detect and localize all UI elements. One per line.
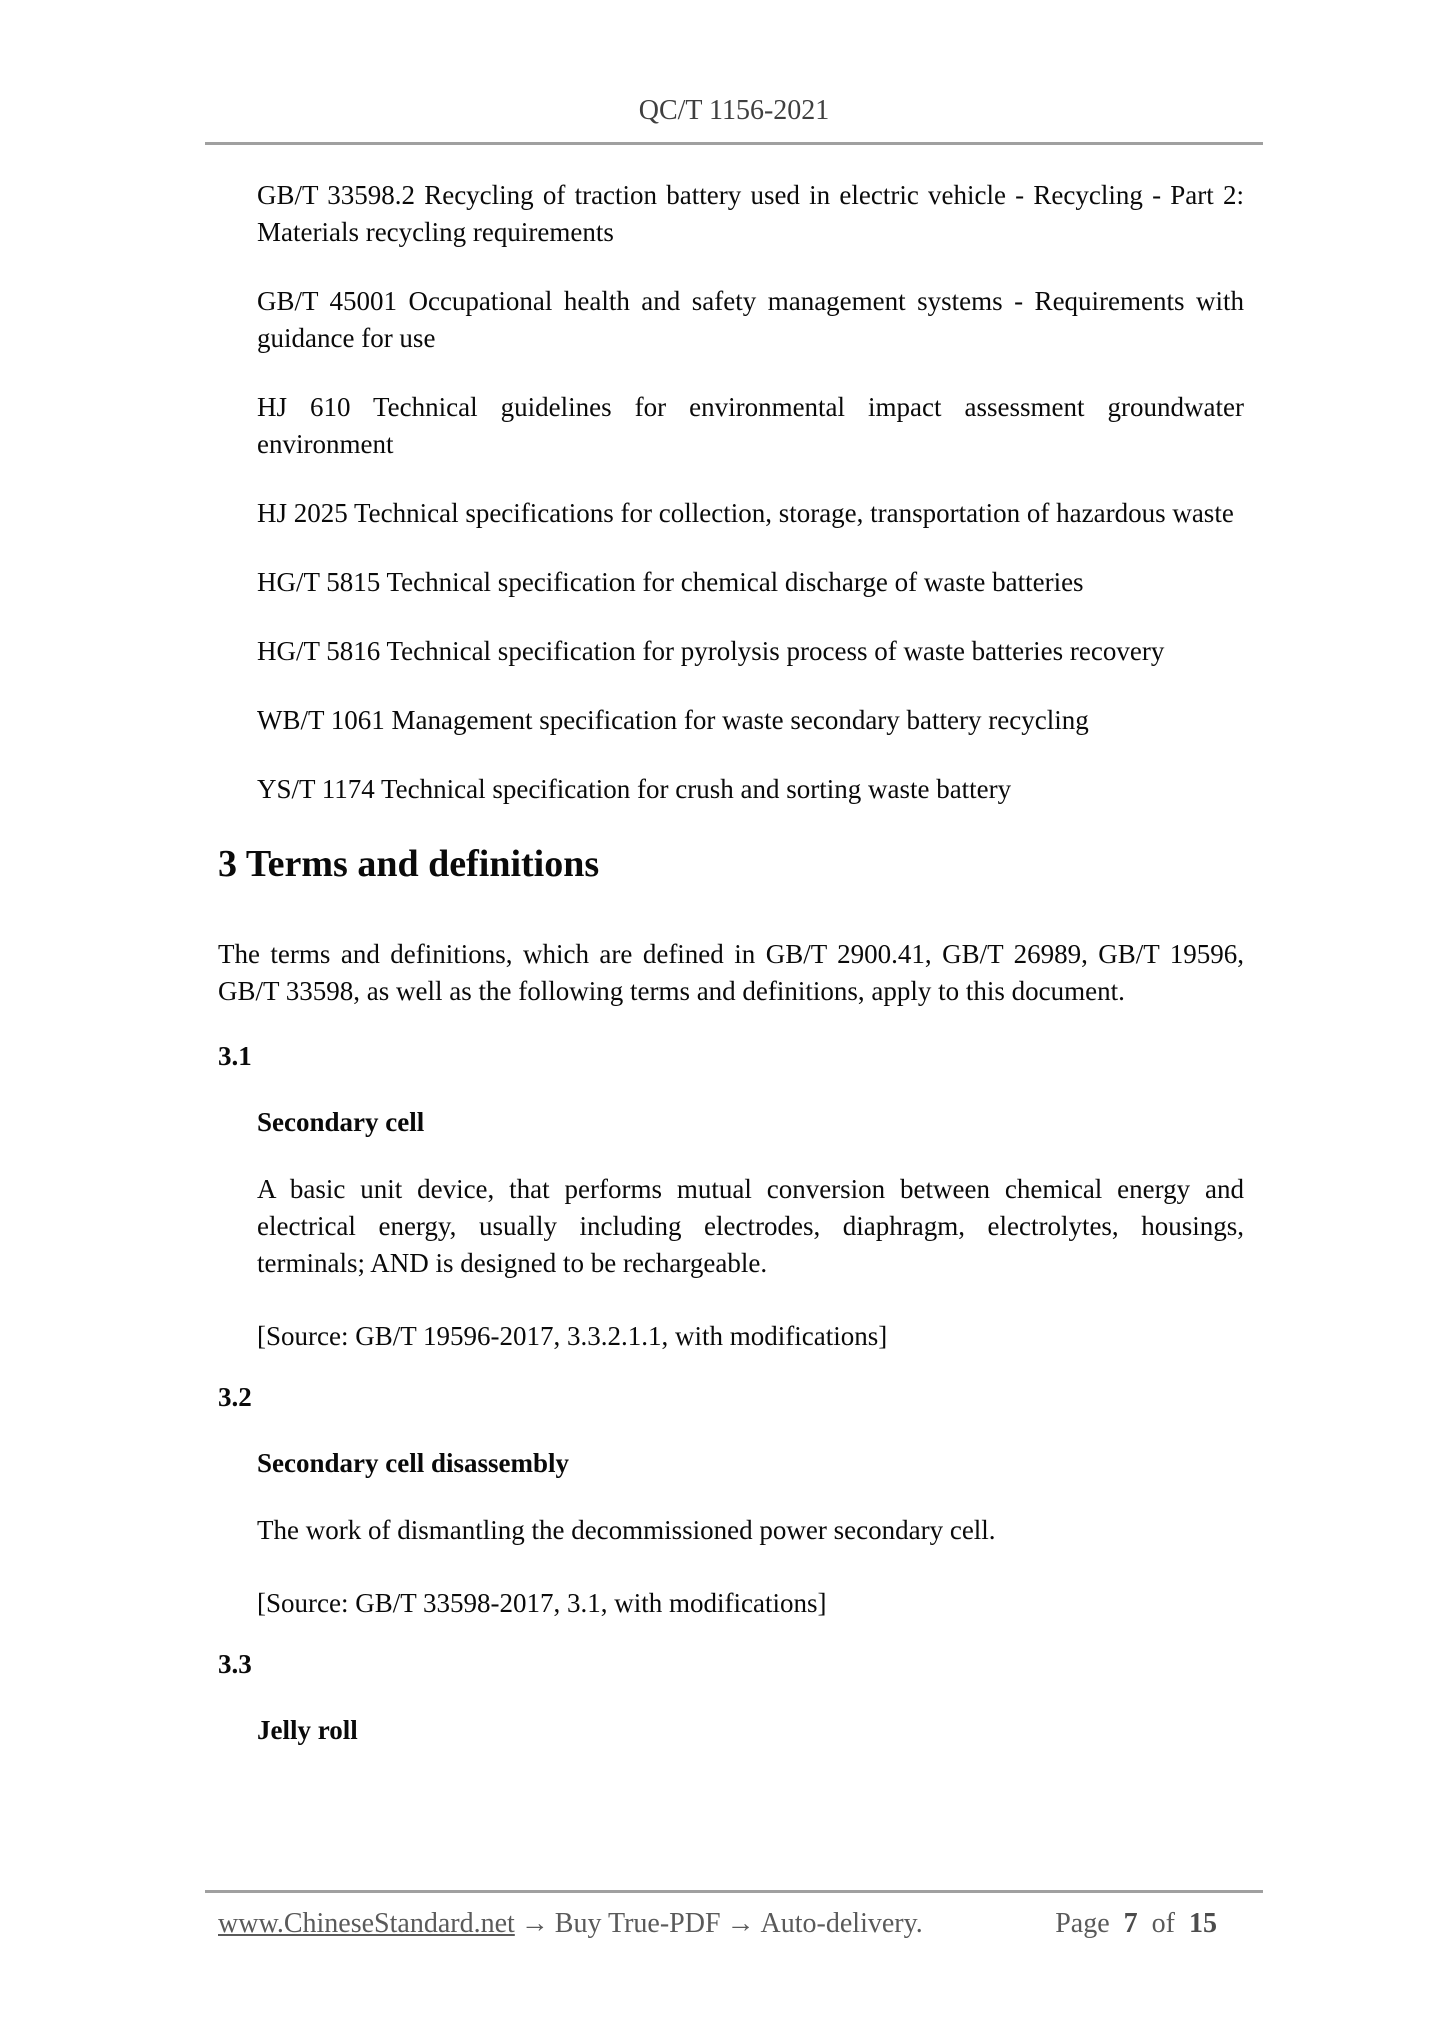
- heading: 3 Terms and definitions: [218, 843, 600, 885]
- term: Secondary cell: [257, 1107, 425, 1137]
- reference: HJ 2025 Technical specifications for collection, storage, transportation of hazardous waste: [257, 498, 1234, 528]
- reference: YS/T 1174 Technical specification for crush and sorting waste battery: [257, 774, 1012, 804]
- document-body: [218, 177, 1244, 1779]
- term: Jelly roll: [257, 1715, 358, 1745]
- footer-action-buy: Buy True-PDF: [554, 1908, 721, 1939]
- reference: WB/T 1061 Management specification for waste secondary battery recycling: [257, 705, 1089, 735]
- reference: GB/T 45001 Occupational health and safety management systems - Requirements with guidance for use: [257, 286, 1244, 353]
- source: [Source: GB/T 33598-2017, 3.1, with modifications]: [257, 1588, 827, 1618]
- page-total: 15: [1189, 1908, 1217, 1939]
- footer-divider: [205, 1890, 1263, 1893]
- header-divider: [205, 142, 1263, 145]
- source: [Source: GB/T 19596-2017, 3.3.2.1.1, with modifications]: [257, 1321, 888, 1351]
- page-indicator: [1055, 1905, 1244, 1942]
- clause-number: 3.3: [218, 1649, 252, 1679]
- page-label: Page: [1055, 1908, 1110, 1939]
- definition: A basic unit device, that performs mutual conversion between chemical energy and electrical energy, usually including electrodes, diaphragm, electrolytes, housings, terminals; AND is designed to be rechargeable.: [257, 1174, 1244, 1278]
- site-link[interactable]: www.ChineseStandard.net: [218, 1908, 515, 1939]
- page-current: 7: [1123, 1908, 1138, 1939]
- reference: GB/T 33598.2 Recycling of traction battery used in electric vehicle - Recycling - Part 2: Materials recycling requirements: [257, 180, 1244, 247]
- page-footer: [218, 1905, 1244, 1942]
- clause-number: 3.1: [218, 1041, 252, 1071]
- running-header: QC/T 1156-2021: [638, 95, 830, 126]
- arrow-right-icon: →: [726, 1908, 755, 1939]
- reference: HG/T 5816 Technical specification for pyrolysis process of waste batteries recovery: [257, 636, 1165, 666]
- arrow-right-icon: →: [520, 1908, 549, 1939]
- footer-action-delivery: Auto-delivery.: [760, 1908, 923, 1939]
- reference: HJ 610 Technical guidelines for environmental impact assessment groundwater environment: [257, 392, 1244, 459]
- term: Secondary cell disassembly: [257, 1448, 570, 1478]
- page-of-label: of: [1151, 1908, 1175, 1939]
- paragraph: The terms and definitions, which are defined in GB/T 2900.41, GB/T 26989, GB/T 19596, GB/T 33598, as well as the following terms and definitions, apply to this document.: [218, 939, 1244, 1006]
- reference: HG/T 5815 Technical specification for chemical discharge of waste batteries: [257, 567, 1084, 597]
- definition: The work of dismantling the decommissioned power secondary cell.: [257, 1515, 996, 1545]
- footer-promo: [218, 1905, 923, 1942]
- clause-number: 3.2: [218, 1382, 252, 1412]
